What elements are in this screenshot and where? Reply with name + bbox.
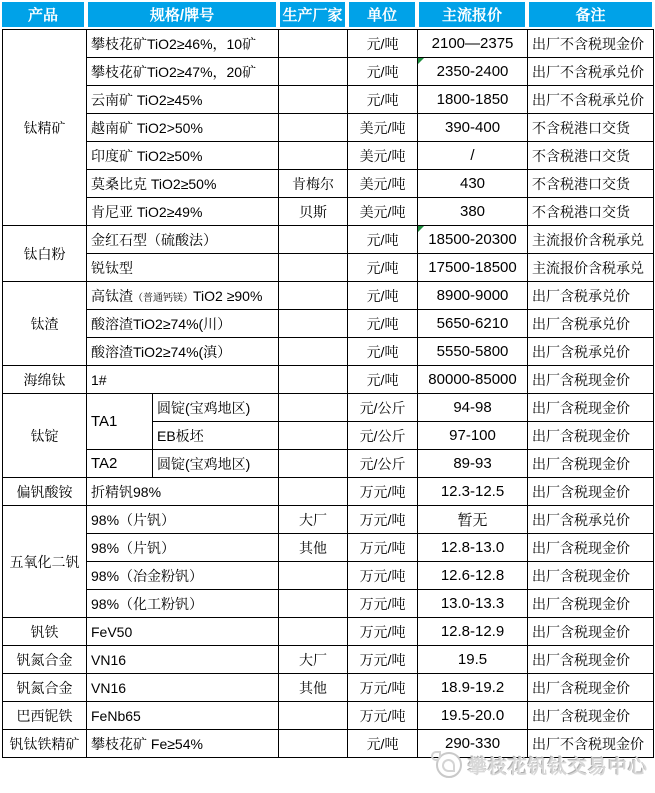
unit-cell: 元/吨 (348, 226, 418, 254)
spec-cell: 攀枝花矿 Fe≥54% (87, 730, 279, 758)
spec-cell: 攀枝花矿TiO2≥47%，20矿 (87, 58, 279, 86)
spec-cell: 1# (87, 366, 279, 394)
product-cell: 钒氮合金 (3, 646, 87, 674)
product-cell: 钛渣 (3, 282, 87, 366)
note-cell: 出厂不含税承兑价 (528, 58, 654, 86)
table-row (3, 394, 654, 422)
manufacturer-cell (279, 702, 348, 730)
table-row (3, 730, 654, 758)
manufacturer-cell (279, 478, 348, 506)
manufacturer-cell (279, 86, 348, 114)
form-cell: EB板坯 (153, 422, 279, 450)
unit-cell: 元/吨 (348, 338, 418, 366)
manufacturer-cell (279, 394, 348, 422)
table-row (3, 366, 654, 394)
table-row (3, 646, 654, 674)
manufacturer-cell (279, 282, 348, 310)
table-row (3, 674, 654, 702)
price-cell: / (418, 142, 528, 170)
table-row (3, 86, 654, 114)
grade-cell: TA1 (87, 394, 153, 450)
manufacturer-cell (279, 338, 348, 366)
note-cell: 出厂含税现金价 (528, 450, 654, 478)
table-row (3, 310, 654, 338)
table-row (3, 338, 654, 366)
form-cell: 圆锭(宝鸡地区) (153, 394, 279, 422)
product-cell: 钛锭 (3, 394, 87, 478)
spec-cell: FeV50 (87, 618, 279, 646)
price-cell: 5550-5800 (418, 338, 528, 366)
price-cell: 94-98 (418, 394, 528, 422)
price-cell: 1800-1850 (418, 86, 528, 114)
price-cell: 8900-9000 (418, 282, 528, 310)
header-col-price: 主流报价 (419, 2, 525, 27)
unit-cell: 元/吨 (348, 86, 418, 114)
note-cell: 出厂含税现金价 (528, 674, 654, 702)
note-cell: 出厂含税现金价 (528, 590, 654, 618)
manufacturer-cell (279, 562, 348, 590)
note-cell: 主流报价含税承兑 (528, 226, 654, 254)
unit-cell: 元/公斤 (348, 394, 418, 422)
table-row (3, 282, 654, 310)
unit-cell: 元/公斤 (348, 422, 418, 450)
product-cell: 钒钛铁精矿 (3, 730, 87, 758)
price-cell: 19.5-20.0 (418, 702, 528, 730)
note-cell: 不含税港口交货 (528, 170, 654, 198)
unit-cell: 万元/吨 (348, 506, 418, 534)
table-row (3, 114, 654, 142)
table-row (3, 702, 654, 730)
spec-cell: 98%（片钒） (87, 534, 279, 562)
unit-cell: 万元/吨 (348, 618, 418, 646)
price-cell: 暂无 (418, 506, 528, 534)
spec-cell: FeNb65 (87, 702, 279, 730)
unit-cell: 美元/吨 (348, 114, 418, 142)
header-col-manufacturer: 生产厂家 (280, 2, 345, 27)
spec-cell: 酸溶渣TiO2≥74%(滇） (87, 338, 279, 366)
manufacturer-cell (279, 450, 348, 478)
product-cell: 巴西铌铁 (3, 702, 87, 730)
table-row (3, 30, 654, 58)
price-cell: 13.0-13.3 (418, 590, 528, 618)
spec-cell (87, 282, 279, 310)
unit-cell: 元/吨 (348, 282, 418, 310)
manufacturer-cell: 其他 (279, 534, 348, 562)
manufacturer-cell (279, 254, 348, 282)
note-cell: 出厂含税现金价 (528, 422, 654, 450)
spec-cell: 98%（化工粉钒） (87, 590, 279, 618)
note-cell: 出厂含税现金价 (528, 562, 654, 590)
note-cell: 出厂含税现金价 (528, 618, 654, 646)
manufacturer-cell: 大厂 (279, 646, 348, 674)
unit-cell: 元/吨 (348, 30, 418, 58)
header-col-spec: 规格/牌号 (88, 2, 276, 27)
table-row (3, 478, 654, 506)
manufacturer-cell (279, 30, 348, 58)
unit-cell: 元/吨 (348, 366, 418, 394)
spec-cell: 云南矿 TiO2≥45% (87, 86, 279, 114)
spec-cell: 攀枝花矿TiO2≥46%，10矿 (87, 30, 279, 58)
unit-cell: 万元/吨 (348, 590, 418, 618)
unit-cell: 元/吨 (348, 254, 418, 282)
spec-cell: 肯尼亚 TiO2≥49% (87, 198, 279, 226)
table-row (3, 450, 654, 478)
note-cell: 出厂含税现金价 (528, 702, 654, 730)
manufacturer-cell (279, 310, 348, 338)
note-cell: 出厂含税承兑价 (528, 338, 654, 366)
spec-small: （普通钙镁） (133, 292, 193, 304)
product-cell: 钒铁 (3, 618, 87, 646)
spec-cell: 98%（冶金粉钒） (87, 562, 279, 590)
unit-cell: 万元/吨 (348, 534, 418, 562)
note-cell: 出厂含税现金价 (528, 366, 654, 394)
header-col-note: 备注 (529, 2, 652, 27)
price-cell (418, 58, 528, 86)
price-cell: 5650-6210 (418, 310, 528, 338)
product-cell: 海绵钛 (3, 366, 87, 394)
spec-cell: 酸溶渣TiO2≥74%(川） (87, 310, 279, 338)
table-row (3, 534, 654, 562)
manufacturer-cell (279, 58, 348, 86)
spec-cell: 莫桑比克 TiO2≥50% (87, 170, 279, 198)
spec-cell: 金红石型（硫酸法） (87, 226, 279, 254)
manufacturer-cell (279, 366, 348, 394)
header-col-product: 产品 (2, 2, 84, 27)
price-value: 2350-2400 (436, 63, 509, 80)
product-cell: 钒氮合金 (3, 674, 87, 702)
comment-marker-icon (418, 226, 424, 232)
price-cell: 430 (418, 170, 528, 198)
manufacturer-cell: 大厂 (279, 506, 348, 534)
spec-cell: 锐钛型 (87, 254, 279, 282)
spec-cell: 98%（片钒） (87, 506, 279, 534)
unit-cell: 元/吨 (348, 310, 418, 338)
unit-cell: 美元/吨 (348, 142, 418, 170)
note-cell: 不含税港口交货 (528, 114, 654, 142)
unit-cell: 元/公斤 (348, 450, 418, 478)
note-cell: 出厂不含税现金价 (528, 730, 654, 758)
manufacturer-cell: 肯梅尔 (279, 170, 348, 198)
manufacturer-cell (279, 730, 348, 758)
spec-main: 高钛渣 (91, 287, 133, 304)
unit-cell: 美元/吨 (348, 198, 418, 226)
price-cell: 380 (418, 198, 528, 226)
note-cell: 出厂含税现金价 (528, 478, 654, 506)
price-cell: 89-93 (418, 450, 528, 478)
note-cell: 不含税港口交货 (528, 142, 654, 170)
note-cell: 出厂含税现金价 (528, 534, 654, 562)
table-row (3, 590, 654, 618)
manufacturer-cell (279, 142, 348, 170)
manufacturer-cell: 贝斯 (279, 198, 348, 226)
watermark-text: 攀枝花钒钛交易中心 (468, 756, 649, 778)
price-cell: 18.9-19.2 (418, 674, 528, 702)
manufacturer-cell (279, 226, 348, 254)
note-cell: 出厂不含税现金价 (528, 30, 654, 58)
product-cell: 钛白粉 (3, 226, 87, 282)
price-cell: 12.6-12.8 (418, 562, 528, 590)
note-cell: 出厂含税现金价 (528, 394, 654, 422)
table-row (3, 58, 654, 86)
table-row (3, 142, 654, 170)
unit-cell: 元/吨 (348, 58, 418, 86)
grade-cell: TA2 (87, 450, 153, 478)
table-row (3, 618, 654, 646)
comment-marker-icon (418, 58, 424, 64)
price-cell (418, 226, 528, 254)
price-value: 18500-20300 (428, 231, 517, 248)
unit-cell: 万元/吨 (348, 478, 418, 506)
unit-cell: 万元/吨 (348, 646, 418, 674)
price-cell: 80000-85000 (418, 366, 528, 394)
table-header (2, 2, 652, 27)
price-cell: 390-400 (418, 114, 528, 142)
price-cell: 2100—2375 (418, 30, 528, 58)
spec-cell: VN16 (87, 646, 279, 674)
form-cell: 圆锭(宝鸡地区) (153, 450, 279, 478)
table-row (3, 506, 654, 534)
manufacturer-cell: 其他 (279, 674, 348, 702)
header-col-unit: 单位 (349, 2, 415, 27)
product-cell: 五氧化二钒 (3, 506, 87, 618)
note-cell: 出厂不含税承兑价 (528, 86, 654, 114)
note-cell: 出厂含税承兑价 (528, 310, 654, 338)
product-cell: 偏钒酸铵 (3, 478, 87, 506)
spec-cell: 印度矿 TiO2≥50% (87, 142, 279, 170)
price-cell: 12.3-12.5 (418, 478, 528, 506)
table-row (3, 562, 654, 590)
price-cell: 17500-18500 (418, 254, 528, 282)
table-row (3, 254, 654, 282)
price-cell: 12.8-12.9 (418, 618, 528, 646)
unit-cell: 美元/吨 (348, 170, 418, 198)
price-table (2, 29, 654, 758)
note-cell: 出厂含税现金价 (528, 646, 654, 674)
manufacturer-cell (279, 114, 348, 142)
price-cell: 12.8-13.0 (418, 534, 528, 562)
note-cell: 出厂含税承兑价 (528, 506, 654, 534)
unit-cell: 万元/吨 (348, 562, 418, 590)
table-row (3, 170, 654, 198)
spec-cell: 越南矿 TiO2>50% (87, 114, 279, 142)
table-row (3, 226, 654, 254)
manufacturer-cell (279, 422, 348, 450)
spec-cell: 折精钒98% (87, 478, 279, 506)
product-cell: 钛精矿 (3, 30, 87, 226)
manufacturer-cell (279, 618, 348, 646)
spec-cell: VN16 (87, 674, 279, 702)
note-cell: 主流报价含税承兑 (528, 254, 654, 282)
price-cell: 19.5 (418, 646, 528, 674)
note-cell: 不含税港口交货 (528, 198, 654, 226)
spec-tail: TiO2 ≥90% (193, 287, 263, 304)
manufacturer-cell (279, 590, 348, 618)
note-cell: 出厂含税承兑价 (528, 282, 654, 310)
unit-cell: 元/吨 (348, 730, 418, 758)
price-cell: 290-330 (418, 730, 528, 758)
unit-cell: 万元/吨 (348, 702, 418, 730)
table-row (3, 198, 654, 226)
unit-cell: 万元/吨 (348, 674, 418, 702)
price-cell: 97-100 (418, 422, 528, 450)
